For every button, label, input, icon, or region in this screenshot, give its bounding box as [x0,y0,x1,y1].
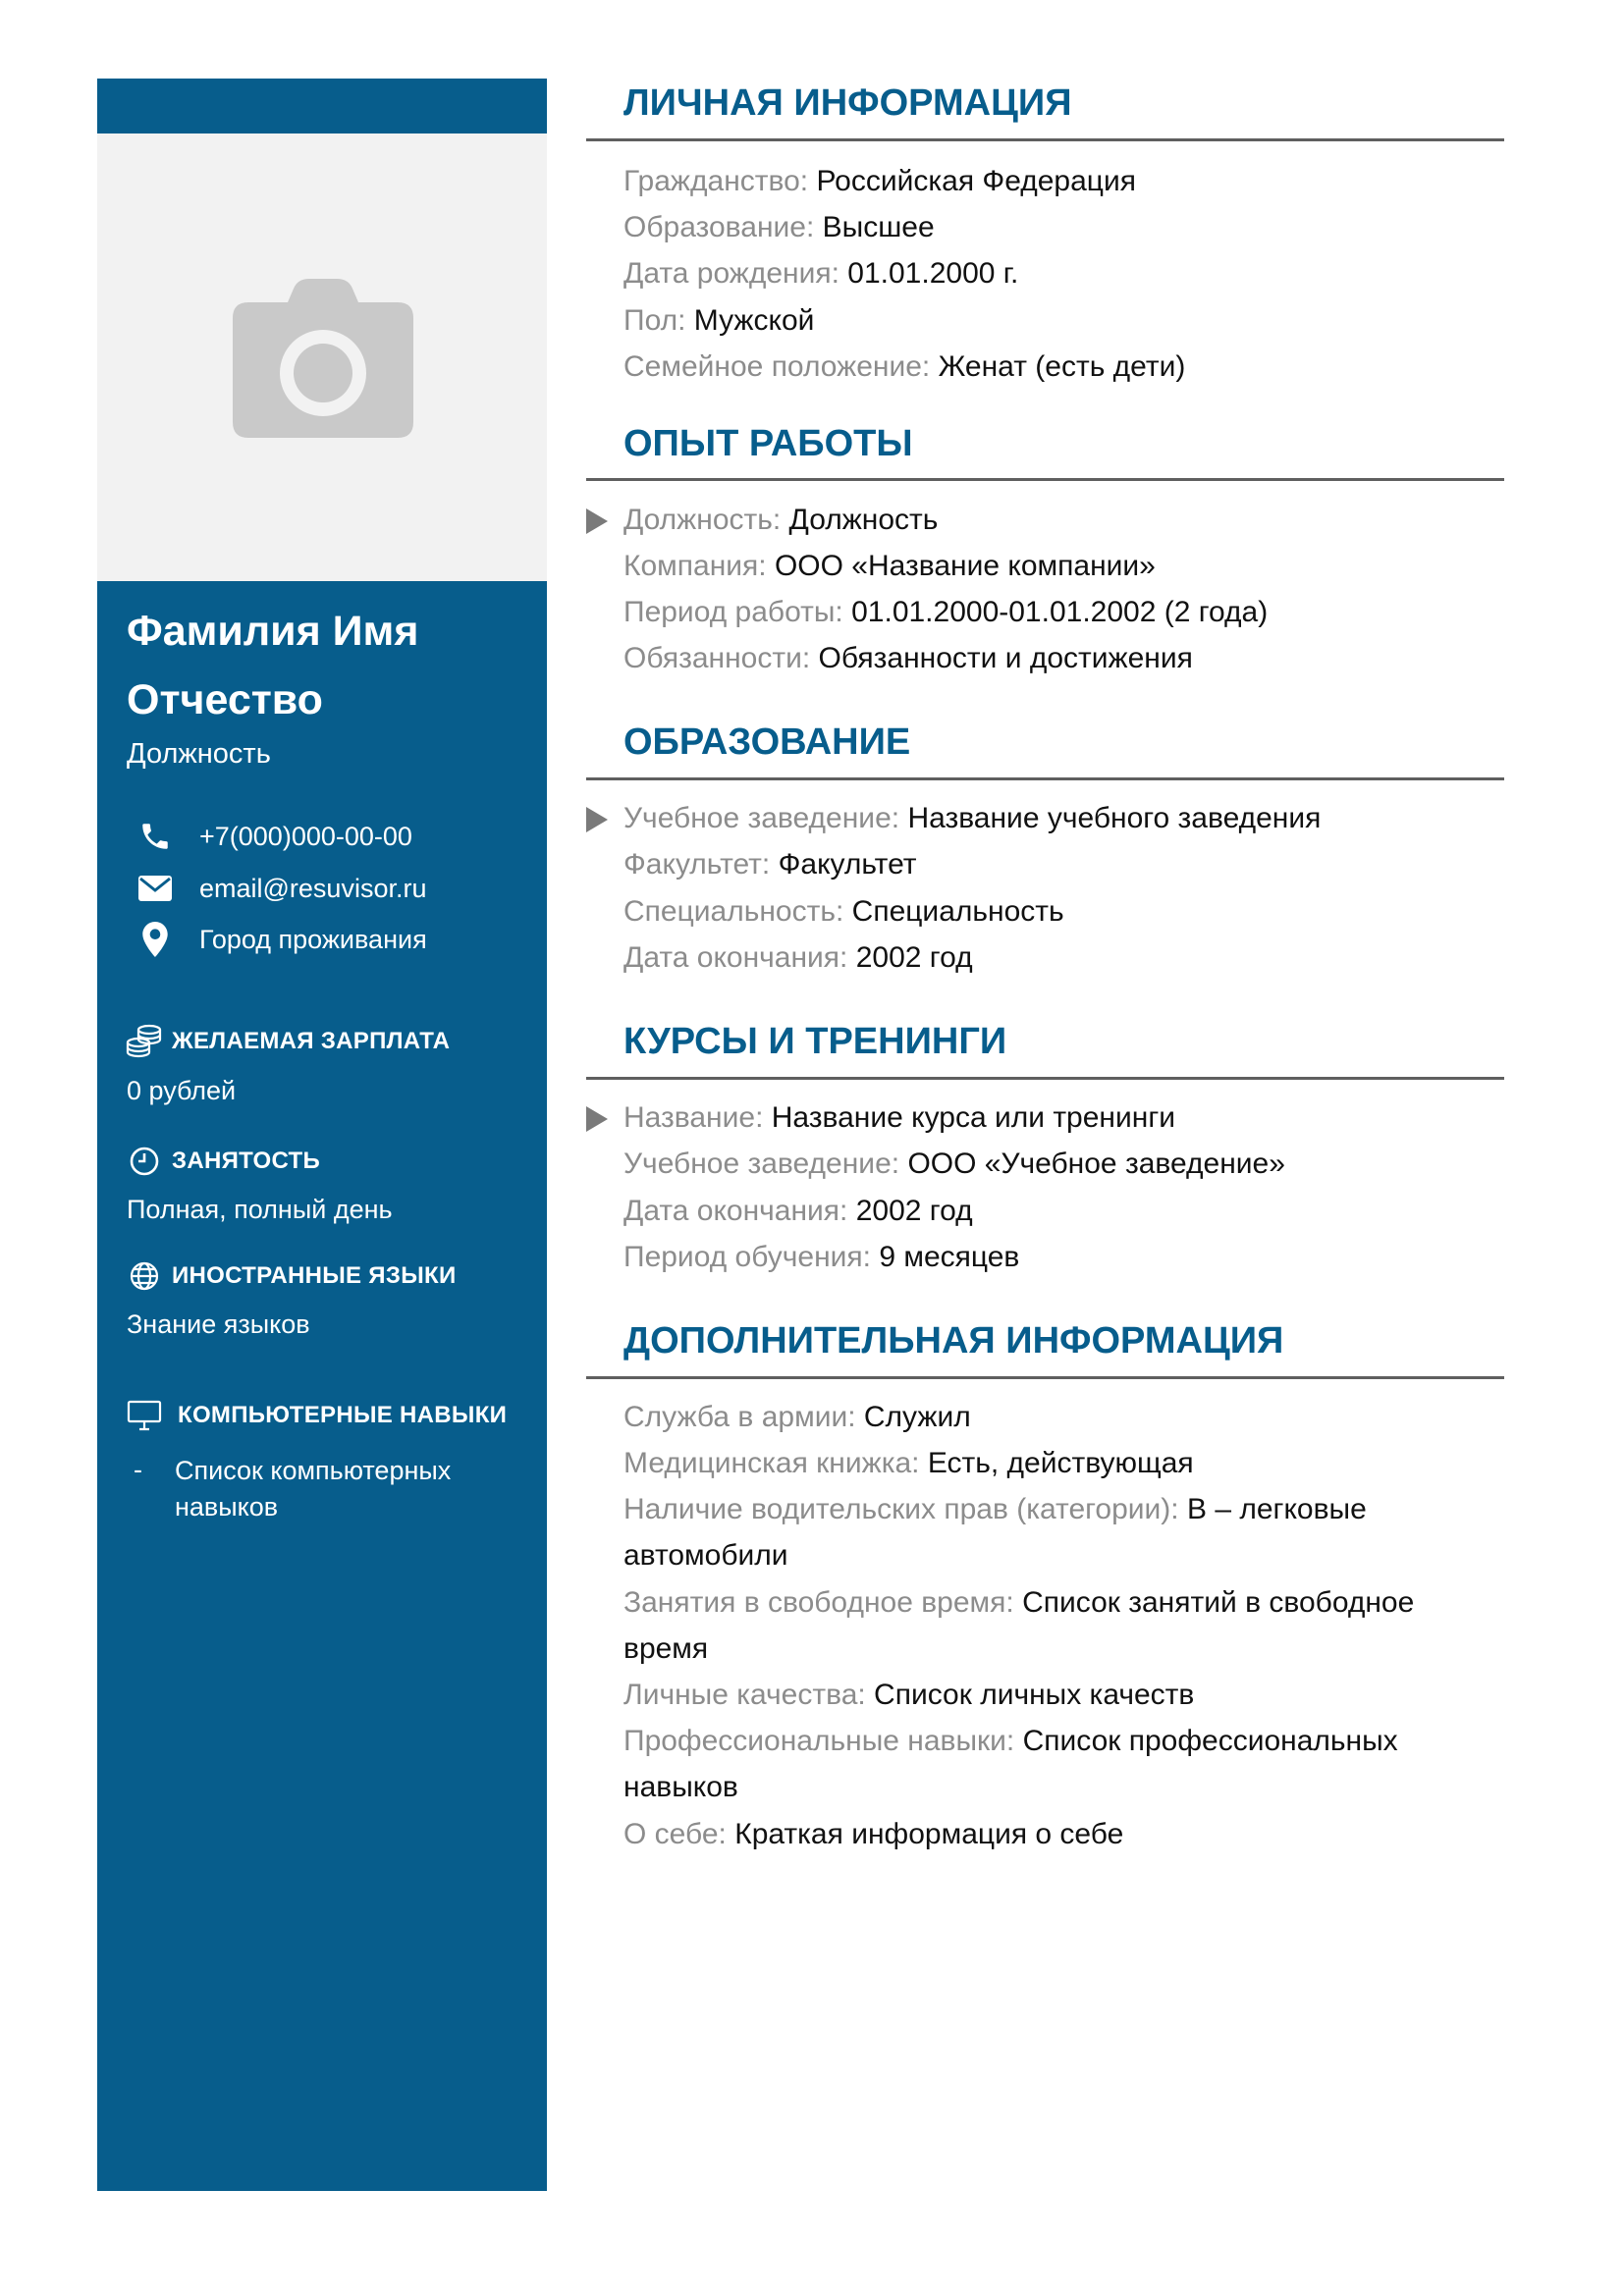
field-hobbies [623,1579,1488,1672]
field-value: Специальность [851,895,1064,928]
field-personal-qualities [623,1672,1488,1718]
field-label: Профессиональные навыки: [623,1725,1023,1757]
field-label: Гражданство: [623,165,817,197]
field-course-institution [623,1141,1488,1187]
field-value: Российская Федерация [816,165,1136,197]
field-value: 01.01.2000-01.01.2002 (2 года) [851,596,1269,628]
field-value: Название учебного заведения [907,802,1322,834]
field-label: Должность: [623,504,789,536]
field-gender [623,297,1488,344]
envelope-icon [136,870,174,907]
arrow-bullet-icon [586,508,608,534]
full-name: Фамилия Имя Отчество [127,608,419,723]
field-value: Должность [788,504,939,536]
field-value: Список профессиональных навыков [623,1725,1398,1803]
heading-additional-info: ДОПОЛНИТЕЛЬНАЯ ИНФОРМАЦИЯ [623,1320,1284,1362]
field-label: Дата рождения: [623,257,848,290]
field-work-period [623,589,1488,635]
field-value: Есть, действующая [927,1447,1194,1479]
field-label: Личные качества: [623,1679,875,1711]
field-value: ООО «Учебное заведение» [907,1148,1285,1180]
field-label: Дата окончания: [623,1195,856,1227]
field-value: B – легковые автомобили [623,1493,1367,1572]
computer-skills-bullet: - [134,1455,142,1484]
contact-city [136,920,427,959]
field-label: Компания: [623,550,775,582]
divider [586,138,1504,141]
phone-icon [136,818,174,855]
field-army-service [623,1394,1488,1440]
languages-title: ИНОСТРАННЫЕ ЯЗЫКИ [172,1262,457,1289]
arrow-bullet-icon [586,1106,608,1132]
salary-title: ЖЕЛАЕМАЯ ЗАРПЛАТА [172,1028,451,1054]
field-course-end-date [623,1188,1488,1234]
field-label: Служба в армии: [623,1401,864,1433]
employment-value: Полная, полный день [127,1195,393,1224]
field-value: 01.01.2000 г. [847,257,1019,290]
divider [586,478,1504,481]
field-birth-date [623,250,1488,296]
arrow-bullet-icon [586,807,608,832]
employment-heading [125,1142,320,1181]
heading-courses: КУРСЫ И ТРЕНИНГИ [623,1021,1007,1062]
contact-phone [136,817,412,856]
field-marital-status [623,344,1488,390]
camera-icon [233,279,413,438]
field-value: ООО «Название компании» [774,550,1156,582]
field-label: Специальность: [623,895,852,928]
heading-education: ОБРАЗОВАНИЕ [623,721,911,763]
field-value: 9 месяцев [879,1241,1020,1273]
field-specialty [623,888,1488,934]
phone-text[interactable]: +7(000)000-00-00 [199,821,412,851]
field-faculty [623,841,1488,887]
field-value: Обязанности и достижения [818,642,1193,674]
field-citizenship [623,158,1488,204]
photo-placeholder[interactable] [97,133,547,581]
field-value: 2002 год [855,1195,973,1227]
job-position: Должность [127,738,271,770]
field-label: Образование: [623,211,823,243]
heading-experience: ОПЫТ РАБОТЫ [623,423,913,464]
field-institution [623,795,1488,841]
field-duties [623,635,1488,681]
field-graduation-date [623,934,1488,981]
field-value: Краткая информация о себе [734,1818,1124,1850]
field-company [623,543,1488,589]
email-text[interactable]: email@resuvisor.ru [199,873,427,903]
field-label: Медицинская книжка: [623,1447,928,1479]
city-text: Город проживания [199,924,427,954]
field-label: Учебное заведение: [623,1148,908,1180]
field-label: Пол: [623,304,694,337]
field-value: Женат (есть дети) [938,350,1186,383]
field-value: Название курса или тренинги [771,1101,1176,1134]
field-label: Факультет: [623,848,779,881]
field-value: Мужской [693,304,815,337]
clock-icon [125,1142,164,1181]
computer-skills-heading [125,1396,507,1435]
field-label: Дата окончания: [623,941,856,974]
languages-value: Знание языков [127,1309,310,1339]
field-education-level [623,204,1488,250]
field-value: Список личных качеств [874,1679,1195,1711]
coins-icon [125,1022,164,1061]
field-label: Учебное заведение: [623,802,908,834]
field-value: Факультет [778,848,917,881]
monitor-icon [125,1396,164,1435]
location-pin-icon [136,921,174,958]
field-value: Список занятий в свободное время [623,1586,1415,1665]
field-label: Занятия в свободное время: [623,1586,1023,1619]
field-label: Период работы: [623,596,852,628]
field-label: Название: [623,1101,772,1134]
sidebar-top-bar [97,79,547,133]
field-label: Период обучения: [623,1241,880,1273]
field-professional-skills [623,1718,1468,1810]
salary-heading [125,1022,450,1061]
field-medical-book [623,1440,1488,1486]
sidebar [97,79,547,2191]
field-about-me [623,1811,1488,1857]
salary-value: 0 рублей [127,1076,237,1105]
field-label: Наличие водительских прав (категории): [623,1493,1187,1525]
field-job-title [623,497,1488,543]
divider [586,1376,1504,1379]
field-driver-license [623,1486,1448,1578]
computer-skills-value: Список компьютерных навыков [175,1456,452,1522]
computer-skills-title: КОМПЬЮТЕРНЫЕ НАВЫКИ [178,1402,508,1428]
divider [586,1077,1504,1080]
heading-personal-info: ЛИЧНАЯ ИНФОРМАЦИЯ [623,82,1072,124]
globe-icon [125,1256,164,1296]
field-label: О себе: [623,1818,735,1850]
languages-heading [125,1256,457,1296]
field-course-duration [623,1234,1488,1280]
divider [586,777,1504,780]
field-label: Обязанности: [623,642,819,674]
field-value: Служил [863,1401,971,1433]
employment-title: ЗАНЯТОСТЬ [172,1148,321,1174]
field-label: Семейное положение: [623,350,939,383]
contact-email [136,869,427,908]
field-value: 2002 год [855,941,973,974]
field-value: Высшее [822,211,935,243]
field-course-name [623,1095,1488,1141]
